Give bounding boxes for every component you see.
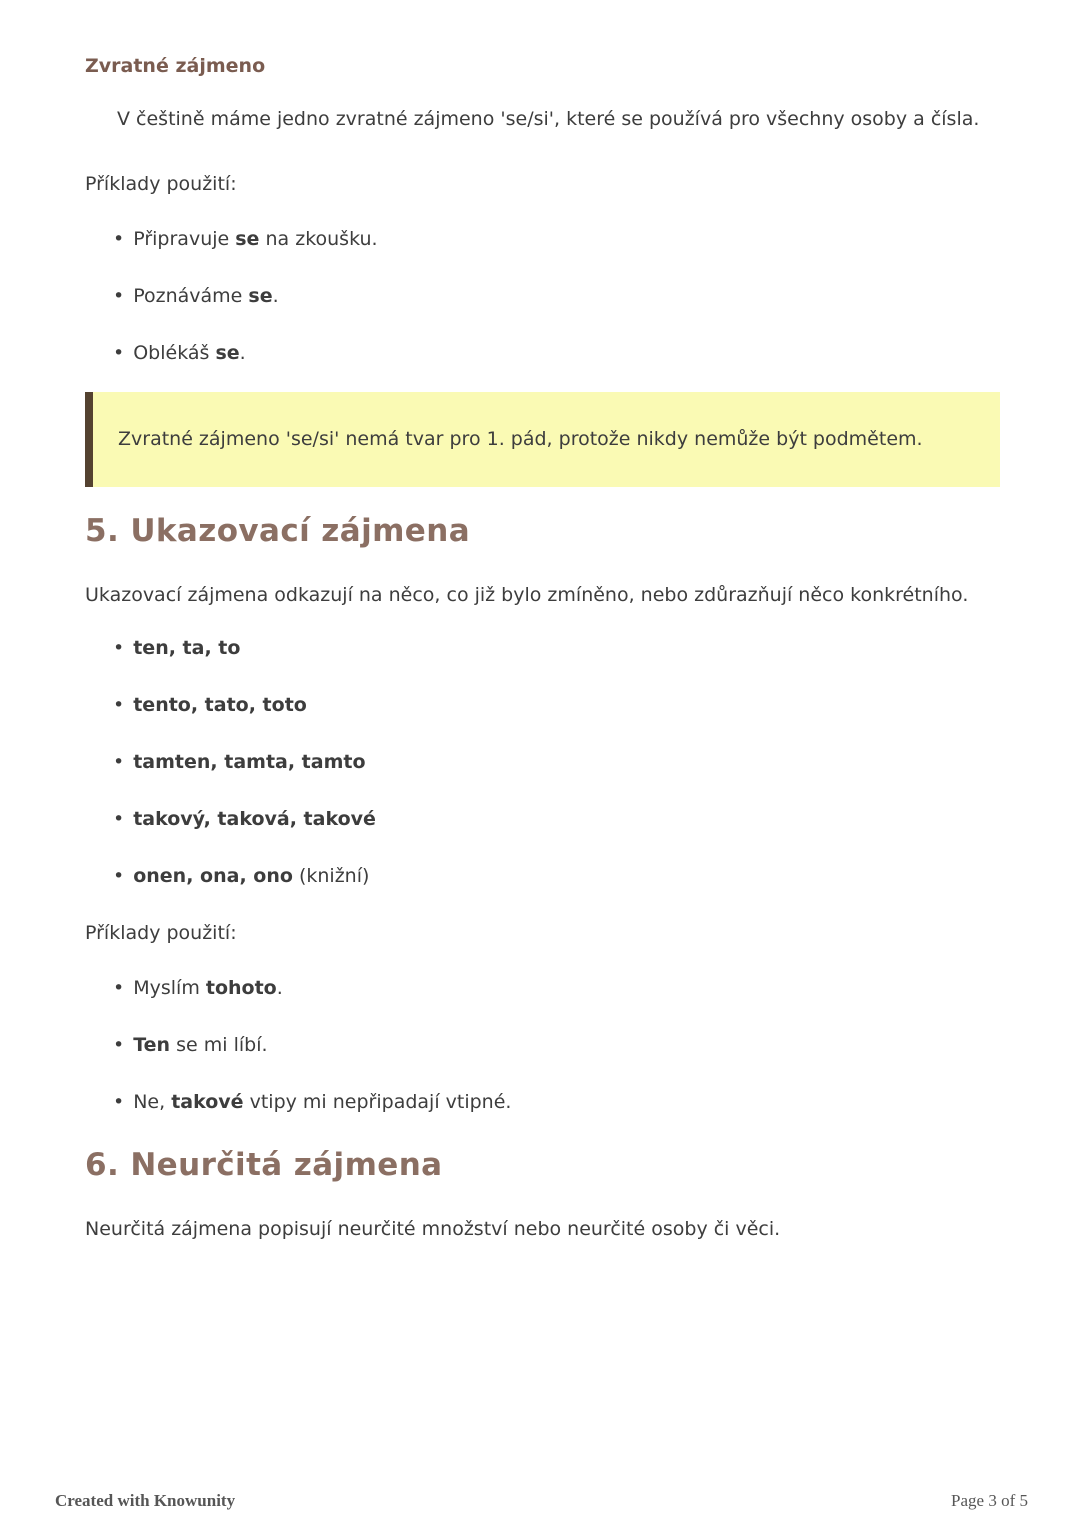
example-text: Oblékáš xyxy=(133,342,216,364)
bold-term: ten, ta, to xyxy=(133,637,241,659)
list-item xyxy=(113,858,1000,895)
list-item xyxy=(113,970,1000,1007)
bold-term: tohoto xyxy=(205,977,277,999)
bold-term: se xyxy=(235,228,260,250)
list-item xyxy=(113,1084,1000,1121)
demonstrative-pronouns-list xyxy=(85,630,1000,895)
footer-branding: Created with Knowunity xyxy=(55,1491,236,1510)
examples-list xyxy=(85,221,1000,372)
bold-term: Ten xyxy=(133,1034,171,1056)
section-5-title: 5. Ukazovací zájmena xyxy=(85,513,471,549)
bold-term: tento, tato, toto xyxy=(133,694,307,716)
example-text: . xyxy=(272,285,279,307)
bold-term: takové xyxy=(171,1091,244,1113)
page-footer xyxy=(55,1491,1028,1511)
intro-paragraph: V češtině máme jedno zvratné zájmeno 'se/si', které se používá pro všechny osoby a čísla. xyxy=(117,108,980,130)
list-item xyxy=(113,801,1000,838)
bold-term: se xyxy=(215,342,240,364)
page-number: Page 3 of 5 xyxy=(951,1491,1028,1510)
bold-term: se xyxy=(248,285,273,307)
example-text: vtipy mi nepřipadají vtipné. xyxy=(243,1091,512,1113)
list-item xyxy=(113,278,1000,315)
examples-label: Příklady použití: xyxy=(85,173,237,195)
bold-term: takový, taková, takové xyxy=(133,808,376,830)
section-6-title: 6. Neurčitá zájmena xyxy=(85,1147,443,1183)
example-text: se mi líbí. xyxy=(170,1034,268,1056)
list-item xyxy=(113,221,1000,258)
examples-label: Příklady použití: xyxy=(85,922,237,944)
example-text: Ne, xyxy=(133,1091,172,1113)
example-text: . xyxy=(239,342,246,364)
item-note: (knižní) xyxy=(292,865,370,887)
list-item xyxy=(113,687,1000,724)
callout-note xyxy=(85,392,1000,487)
list-item xyxy=(113,630,1000,667)
callout-text: Zvratné zájmeno 'se/si' nemá tvar pro 1. pád, protože nikdy nemůže být podmětem. xyxy=(118,428,923,450)
section-5-intro: Ukazovací zájmena odkazují na něco, co již bylo zmíněno, nebo zdůrazňují něco konkrétního. xyxy=(85,584,969,606)
list-item xyxy=(113,335,1000,372)
bold-term: onen, ona, ono xyxy=(133,865,293,887)
examples-list xyxy=(85,970,1000,1121)
example-text: na zkoušku. xyxy=(259,228,378,250)
section-6-intro: Neurčitá zájmena popisují neurčité množství nebo neurčité osoby či věci. xyxy=(85,1218,781,1240)
list-item xyxy=(113,744,1000,781)
example-text: Připravuje xyxy=(133,228,236,250)
example-text: Poznáváme xyxy=(133,285,249,307)
example-text: Myslím xyxy=(133,977,206,999)
list-item xyxy=(113,1027,1000,1064)
example-text: . xyxy=(276,977,283,999)
subsection-title: Zvratné zájmeno xyxy=(85,55,266,77)
bold-term: tamten, tamta, tamto xyxy=(133,751,366,773)
